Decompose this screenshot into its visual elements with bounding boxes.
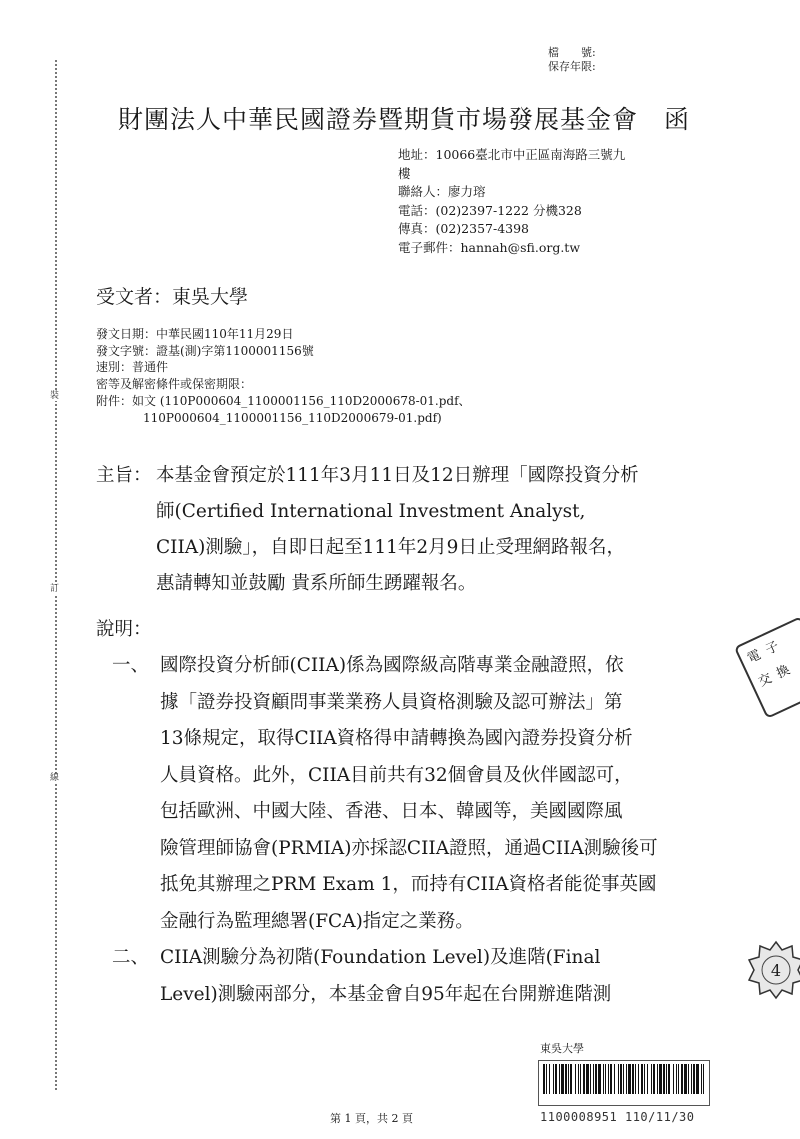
explanation-items — [112, 648, 712, 1013]
barcode-bar — [663, 1064, 665, 1094]
barcode-block — [538, 1040, 718, 1125]
barcode-bar — [688, 1064, 689, 1094]
barcode-bar — [666, 1064, 667, 1094]
barcode-bar — [635, 1064, 636, 1094]
barcode-bar — [678, 1064, 679, 1094]
electronic-exchange-stamp — [734, 616, 800, 719]
seal-text: 4 — [770, 961, 782, 980]
barcode-bar — [610, 1064, 612, 1094]
attachment-line-1: 附件：如文 (110P000604_1100001156_110D2000678-01.pdf、 — [96, 393, 471, 408]
barcode — [538, 1060, 710, 1106]
address-line-1: 地址：10066臺北市中正區南海路三號九 — [398, 147, 626, 162]
document-number: 發文字號：證基(測)字第1100001156號 — [96, 343, 314, 358]
barcode-bar — [691, 1064, 692, 1094]
barcode-bar — [693, 1064, 695, 1094]
phone-number: 電話：(02)2397-1222 分機328 — [398, 202, 582, 218]
item-line: 金融行為監理總署(FCA)指定之業務。 — [160, 910, 474, 932]
explanation-item-2 — [112, 940, 712, 1013]
barcode-bar — [668, 1064, 670, 1094]
barcode-bar — [590, 1064, 591, 1094]
item-line: 據「證券投資顧問事業業務人員資格測驗及認可辦法」第 — [160, 691, 623, 713]
security-level: 密等及解密條件或保密期限： — [96, 377, 253, 392]
delivery-speed: 速別：普通件 — [96, 360, 169, 375]
subject-line: 師(Certified International Investment Analyst, — [156, 501, 586, 522]
item-number: 一、 — [112, 655, 150, 676]
subject-section — [96, 458, 706, 602]
item-body — [160, 648, 658, 940]
explanation-item-1 — [112, 648, 712, 940]
barcode-bar — [659, 1064, 662, 1094]
barcode-bar — [647, 1064, 648, 1094]
issue-date: 發文日期：中華民國110年11月29日 — [96, 327, 294, 341]
seal-icon — [746, 940, 800, 1000]
barcode-bar — [586, 1064, 589, 1094]
item-line: 13條規定，取得CIIA資格得申請轉換為國內證券投資分析 — [160, 728, 633, 749]
stamp-char: 換 — [774, 662, 793, 682]
attachment-line-2: 110P000604_1100001156_110D2000679-01.pdf) — [143, 410, 442, 425]
barcode-bar — [553, 1064, 554, 1094]
barcode-bar — [628, 1064, 631, 1094]
barcode-bar — [618, 1064, 619, 1094]
barcode-bar — [578, 1064, 579, 1094]
barcode-bar — [608, 1064, 609, 1094]
contact-person: 聯絡人：廖力瑢 — [398, 184, 486, 199]
subject-line: 惠請轉知並鼓勵 貴系所師生踴躍報名。 — [156, 573, 477, 594]
barcode-bar — [703, 1064, 704, 1094]
page-number: 第 1 頁，共 2 頁 — [330, 1112, 413, 1125]
binding-line — [55, 60, 57, 1090]
subject-line: CIIA)測驗」，自即日起至111年2月9日止受理網路報名， — [156, 537, 625, 558]
barcode-bar — [638, 1064, 639, 1094]
barcode-bar — [657, 1064, 658, 1094]
barcode-bar — [570, 1064, 572, 1094]
archive-number-label: 檔 號: — [548, 46, 596, 59]
retention-period-label: 保存年限: — [548, 60, 596, 73]
item-body — [160, 940, 611, 1013]
barcode-organization: 東吳大學 — [540, 1042, 584, 1055]
subject-label: 主旨： — [96, 465, 152, 486]
item-line: 包括歐洲、中國大陸、香港、日本、韓國等，美國國際風 — [160, 801, 623, 822]
barcode-bars — [542, 1064, 706, 1102]
barcode-bar — [653, 1064, 655, 1094]
barcode-bar — [561, 1064, 564, 1094]
barcode-bar — [565, 1064, 567, 1094]
binding-mark-zhuang: 裝 — [50, 391, 60, 401]
barcode-bar — [598, 1064, 601, 1094]
barcode-bar — [644, 1064, 645, 1094]
barcode-bar — [595, 1064, 597, 1094]
barcode-bar — [681, 1064, 683, 1094]
item-line: 國際投資分析師(CIIA)係為國際級高階專業金融證照，依 — [160, 655, 624, 676]
barcode-number: 1100008951 110/11/30 — [540, 1110, 695, 1124]
barcode-bar — [546, 1064, 547, 1094]
document-title: 財團法人中華民國證券暨期貨市場發展基金會 函 — [118, 105, 691, 134]
barcode-bar — [632, 1064, 634, 1094]
item-number: 二、 — [112, 947, 150, 968]
fax-number: 傳真：(02)2357-4398 — [398, 221, 530, 236]
barcode-bar — [580, 1064, 581, 1094]
item-line: 人員資格。此外，CIIA目前共有32個會員及伙伴國認可， — [160, 764, 633, 786]
barcode-bar — [603, 1064, 604, 1094]
barcode-bar — [575, 1064, 576, 1094]
barcode-bar — [623, 1064, 624, 1094]
barcode-bar — [568, 1064, 569, 1094]
barcode-bar — [620, 1064, 622, 1094]
barcode-bar — [555, 1064, 557, 1094]
item-line: Level)測驗兩部分，本基金會自95年起在台開辦進階測 — [160, 983, 612, 1005]
barcode-bar — [651, 1064, 652, 1094]
subject-body — [156, 458, 639, 602]
barcode-bar — [549, 1064, 550, 1094]
document-meta — [96, 326, 656, 426]
barcode-bar — [641, 1064, 643, 1094]
barcode-bar — [614, 1064, 615, 1094]
stamp-char: 電 — [745, 647, 764, 667]
receiver: 受文者：東吳大學 — [96, 286, 249, 308]
barcode-bar — [583, 1064, 585, 1094]
barcode-bar — [684, 1064, 687, 1094]
archive-info — [548, 46, 596, 74]
email-address: 電子郵件：hannah@sfi.org.tw — [398, 239, 581, 255]
barcode-bar — [696, 1064, 699, 1094]
barcode-bar — [676, 1064, 677, 1094]
barcode-bar — [673, 1064, 674, 1094]
stamp-char: 交 — [756, 671, 775, 691]
binding-mark-ding: 訂 — [50, 584, 60, 594]
barcode-bar — [626, 1064, 627, 1094]
barcode-bar — [559, 1064, 560, 1094]
item-line: 抵免其辦理之PRM Exam 1，而持有CIIA資格者能從事英國 — [160, 874, 657, 895]
item-line: 險管理師協會(PRMIA)亦採認CIIA證照，通過CIIA測驗後可 — [160, 837, 658, 859]
subject-line: 本基金會預定於111年3月11日及12日辦理「國際投資分析 — [156, 465, 639, 486]
barcode-bar — [593, 1064, 594, 1094]
barcode-bar — [701, 1064, 702, 1094]
item-line: CIIA測驗分為初階(Foundation Level)及進階(Final — [160, 947, 601, 968]
stamp-char: 子 — [763, 639, 782, 659]
barcode-bar — [543, 1064, 545, 1094]
address-line-2: 樓 — [398, 165, 411, 181]
binding-mark-xian: 線 — [50, 773, 60, 783]
contact-block — [398, 146, 698, 257]
barcode-bar — [605, 1064, 606, 1094]
explanation-label: 說明： — [96, 619, 152, 640]
